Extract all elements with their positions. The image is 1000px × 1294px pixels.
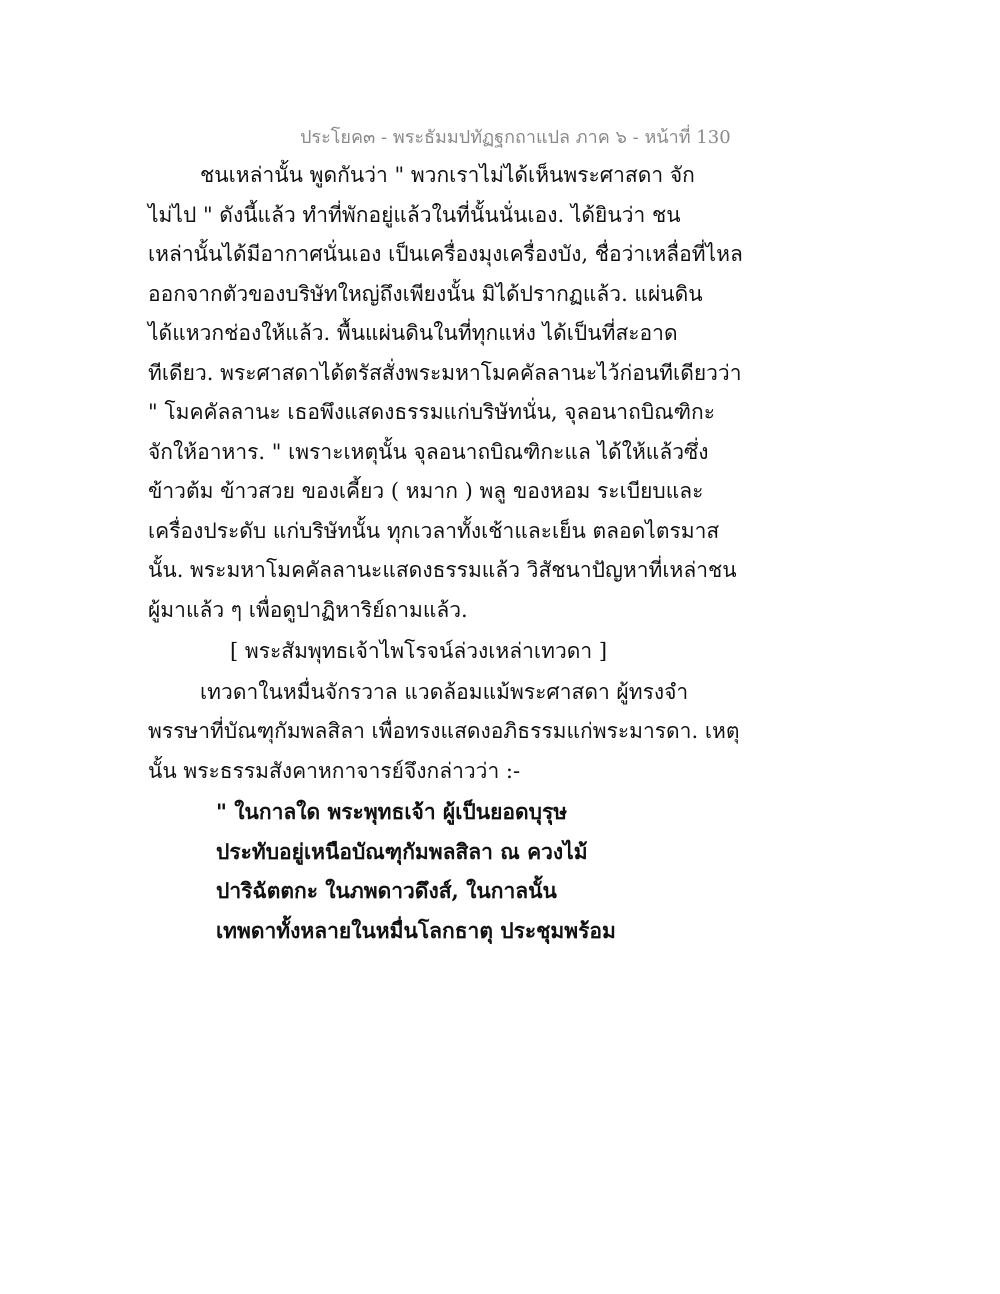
paragraph-1-line-11: นั้น. พระมหาโมคคัลลานะแสดงธรรมแล้ว วิสัชนาปัญหาที่เหล่าชน — [148, 558, 737, 582]
page-header: ประโยค๓ - พระธัมมปทัฏฐกถาแปล ภาค ๖ - หน้าที่ 130 — [300, 127, 731, 148]
paragraph-1-line-8: จักให้อาหาร. " เพราะเหตุนั้น จุลอนาถบิณฑิกะแล ได้ให้แล้วซึ่ง — [148, 440, 709, 464]
paragraph-1-line-2: ไม่ไป " ดังนี้แล้ว ทำที่พักอยู่แล้วในที่นั้นนั่นเอง. ได้ยินว่า ชน — [148, 203, 681, 227]
paragraph-1-line-6: ทีเดียว. พระศาสดาได้ตรัสสั่งพระมหาโมคคัลลานะไว้ก่อนทีเดียวว่า — [148, 361, 742, 385]
verse-line-2: ประทับอยู่เหนือบัณฑุกัมพลสิลา ณ ควงไม้ — [216, 839, 588, 864]
verse-line-3: ปาริฉัตตกะ ในภพดาวดึงส์, ในกาลนั้น — [216, 878, 557, 903]
paragraph-1-line-5: ได้แหวกช่องให้แล้ว. พื้นแผ่นดินในที่ทุกแห่ง ได้เป็นที่สะอาด — [148, 321, 678, 345]
paragraph-2-line-2: พรรษาที่บัณฑุกัมพลสิลา เพื่อทรงแสดงอภิธรรมแก่พระมารดา. เหตุ — [148, 719, 740, 743]
verse-line-4: เทพดาทั้งหลายในหมื่นโลกธาตุ ประชุมพร้อม — [216, 918, 616, 943]
paragraph-1-line-10: เครื่องประดับ แก่บริษัทนั้น ทุกเวลาทั้งเช้าและเย็น ตลอดไตรมาส — [148, 519, 720, 543]
paragraph-1-line-1: ชนเหล่านั้น พูดกันว่า " พวกเราไม่ได้เห็นพระศาสดา จัก — [200, 163, 695, 187]
paragraph-2-line-3: นั้น พระธรรมสังคาหกาจารย์จึงกล่าวว่า :- — [148, 759, 521, 783]
verse-line-1: " ในกาลใด พระพุทธเจ้า ผู้เป็นยอดบุรุษ — [216, 799, 568, 824]
paragraph-1-line-7: " โมคคัลลานะ เธอพึงแสดงธรรมแก่บริษัทนั่น, จุลอนาถบิณฑิกะ — [148, 400, 716, 424]
paragraph-1-line-3: เหล่านั้นได้มีอากาศนั่นเอง เป็นเครื่องมุงเครื่องบัง, ชื่อว่าเหลื่อที่ไหล — [148, 242, 743, 266]
paragraph-2-line-1: เทวดาในหมื่นจักรวาล แวดล้อมแม้พระศาสดา ผู้ทรงจำ — [200, 680, 689, 704]
paragraph-1-line-4: ออกจากตัวของบริษัทใหญ่ถึงเพียงนั้น มิได้ปรากฏแล้ว. แผ่นดิน — [148, 282, 703, 306]
paragraph-1-line-9: ข้าวต้ม ข้าวสวย ของเคี้ยว ( หมาก ) พลู ของหอม ระเบียบและ — [148, 479, 704, 503]
paragraph-1-line-12: ผู้มาแล้ว ๆ เพื่อดูปาฏิหาริย์ถามแล้ว. — [148, 598, 468, 622]
section-title: [ พระสัมพุทธเจ้าไพโรจน์ล่วงเหล่าเทวดา ] — [230, 639, 608, 663]
